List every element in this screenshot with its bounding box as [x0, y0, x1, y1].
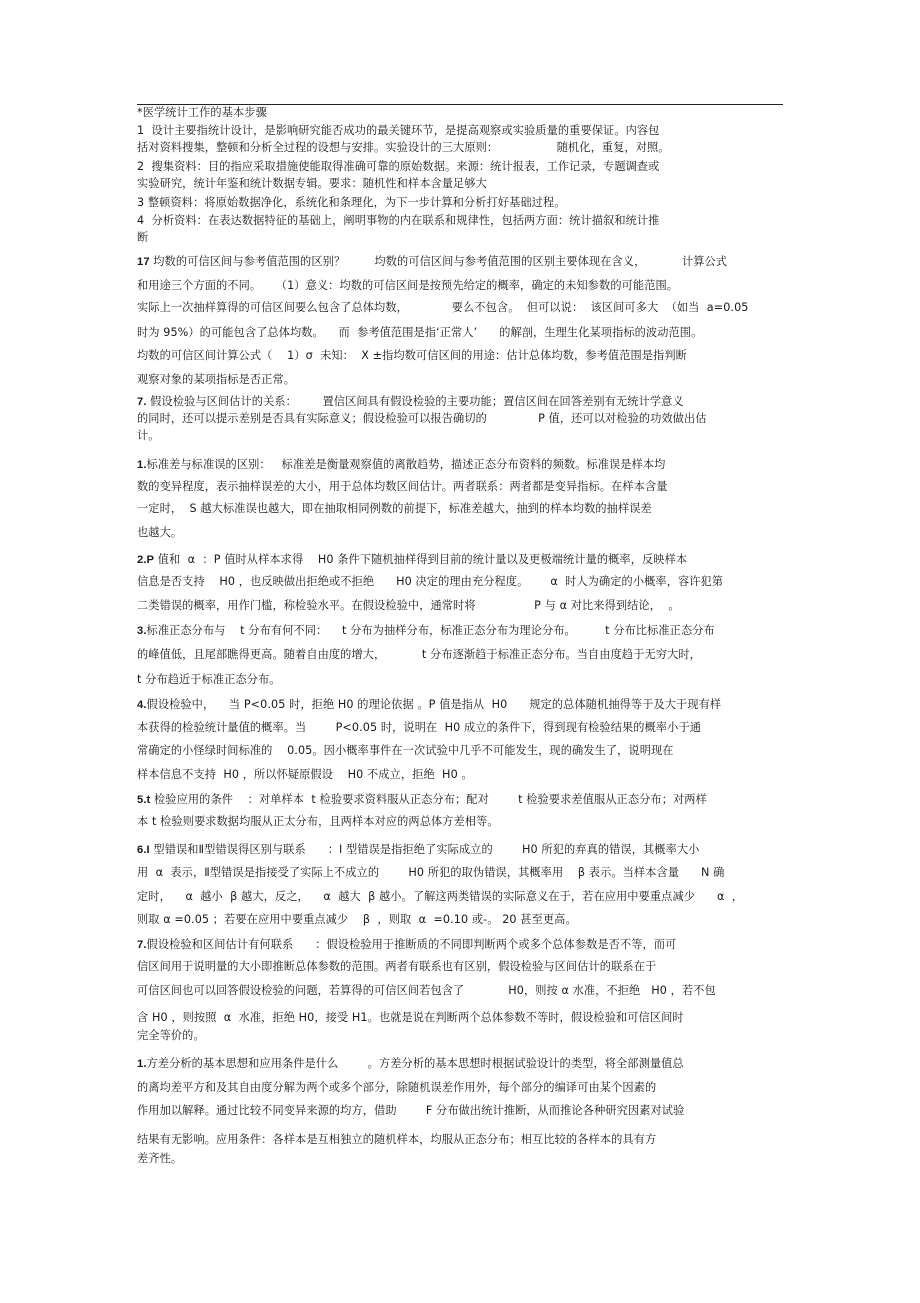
line-text: 标准差与标准误的区别： 标准差是衡量观察值的离散趋势，描述正态分布资料的频数。标准误是样本均 — [146, 458, 666, 471]
line-text: 样本信息不支持 H0 ，所以怀疑原假设 H0 不成立，拒绝 H0 。 — [137, 768, 473, 781]
text-line — [137, 815, 499, 829]
text-line — [137, 890, 743, 904]
text-line — [137, 1104, 684, 1118]
line-text: 标准正态分布与 t 分布有何不同： t 分布为抽样分布，标准正态分布为理论分布。 t 分布比标准正态分布 — [146, 624, 715, 637]
text-line — [137, 141, 670, 155]
line-text: 型错误和Ⅱ型错误得区别与联系 ：I 型错误是指拒绝了实际成立的 H0 所犯的弃真的错误，其概率大小 — [149, 843, 700, 856]
text-line — [137, 553, 687, 567]
line-text: 方差分析的基本思想和应用条件是什么 。方差分析的基本思想时根据试验设计的类型，将全部测量值总 — [146, 1057, 684, 1070]
text-line — [137, 960, 656, 974]
section-number: 1. — [137, 1058, 147, 1070]
section-number: 7. — [137, 396, 147, 408]
line-text: 本获得的检验统计量值的概率。当 P<0.05 时，说明在 H0 成立的条件下，得到现有检验结果的概率小于通 — [137, 721, 702, 734]
section-number: 7. — [137, 939, 147, 951]
text-line — [137, 429, 160, 443]
line-text: 时为 95%）的可能包含了总体均数。 而 参考值范围是指‘正常人’ 的解剖，生理生化某项指标的波动范围。 — [137, 326, 703, 339]
text-line — [137, 279, 678, 293]
line-text: 数的变异程度，表示抽样误差的大小，用于总体均数区间估计。两者联系：两者都是变异指标。在样本含量 — [137, 480, 668, 493]
line-text: 定时， α 越小 β 越大，反之， α 越大 β 越小。了解这两类错误的实际意义在于，若在应用中要重点减少 α ， — [137, 890, 744, 903]
line-text: 值和 α ：P 值时从样本求得 H0 条件下随机抽样得到目前的统计量以及更极端统计量的概率，反映样本 — [154, 553, 688, 566]
line-text: 计。 — [137, 429, 160, 442]
line-text: 3 整顿资料：将原始数据净化，系统化和条理化，为下一步计算和分析打好基础过程。 — [137, 196, 566, 209]
line-text: 也越大。 — [137, 526, 183, 539]
line-text: 结果有无影响。应用条件：各样本是互相独立的随机样本，均服从正态分布；相互比较的各样本的具有方 — [137, 1133, 657, 1146]
line-text: t 分布趋近于标准正态分布。 — [137, 673, 281, 686]
text-line — [137, 480, 668, 494]
text-line — [137, 843, 699, 857]
text-line — [137, 575, 723, 589]
text-line — [137, 395, 684, 409]
text-line — [137, 744, 674, 758]
line-text: 二类错误的概率，用作门槛，称检验水平。在假设检验中，通常时将 P 与 α 对比来得到结论， 。 — [137, 599, 680, 612]
text-line — [137, 793, 707, 807]
line-text: 可信区间也可以回答假设检验的问题，若算得的可信区间若包含了 H0，则按 α 水准，不拒绝 H0 ，若不包 — [137, 984, 716, 997]
text-line — [137, 196, 566, 210]
text-line — [137, 866, 724, 880]
document-title — [137, 106, 267, 120]
line-text: 假设检验中， 当 P<0.05 时，拒绝 H0 的理论依据 。P 值是指从 H0 规定的总体随机抽得等于及大于现有样 — [146, 698, 722, 711]
line-text: 的离均差平方和及其自由度分解为两个或多个部分，除随机误差作用外，每个部分的编译可由某个因素的 — [137, 1081, 657, 1094]
line-text: 检验应用的条件 ：对单样本 t 检验要求资料服从正态分布；配对 t 检验要求差值服从正态分布；对两样 — [150, 793, 707, 806]
line-text: 一定时， S 越大标准误也越大，即在抽取相同例数的前提下，标准差越大，抽到的样本均数的抽样误差 — [137, 502, 652, 515]
text-line — [137, 1011, 684, 1025]
text-line — [137, 984, 716, 998]
line-text: 括对资料搜集，整顿和分析全过程的设想与安排。实验设计的三大原则： 随机化，重复，对照。 — [137, 141, 670, 154]
line-text: 用 α 表示，Ⅱ型错误是指接受了实际上不成立的 H0 所犯的取伪错误，其概率用 β 表示。当样本含量 N 确 — [137, 866, 725, 879]
line-text: 实验研究，统计年鉴和统计数据专辑。要求：随机性和样本含量足够大 — [137, 177, 487, 190]
text-line — [137, 349, 687, 363]
text-line — [137, 412, 707, 426]
text-line — [137, 214, 659, 228]
line-text: 2 搜集资料：目的指应采取措施使能取得准确可靠的原始数据。来源：统计报表，工作记录，专题调查或 — [137, 160, 660, 173]
line-text: 含 H0 ，则按照 α 水准，拒绝 H0，接受 H1。也就是说在判断两个总体参数不等时，假设检验和可信区间时 — [137, 1011, 684, 1024]
section-number: 2.P — [137, 554, 155, 566]
line-text: 假设检验和区间估计有何联系 ：假设检验用于推断质的不同即判断两个或多个总体参数是否不等，而可 — [146, 938, 677, 951]
text-line — [137, 768, 473, 782]
text-line — [137, 124, 659, 138]
line-text: 的同时，还可以提示差别是否具有实际意义；假设检验可以报告确切的 P 值，还可以对检验的功效做出估 — [137, 412, 707, 425]
line-text: 本 t 检验则要求数据均服从正太分布，且两样本对应的两总体方差相等。 — [137, 815, 499, 828]
line-text: 的峰值低，且尾部瞧得更高。随着自由度的增大， t 分布逐渐趋于标准正态分布。当自由度趋于无穷大时， — [137, 648, 701, 661]
text-line — [137, 913, 577, 927]
text-line — [137, 177, 487, 191]
line-text: 均数的可信区间计算公式（ 1）σ 未知： X ±指均数可信区间的用途：估计总体均数，参考值范围是指判断 — [137, 349, 687, 362]
line-text: 常确定的小怪绿时间标准的 0.05。因小概率事件在一次试验中几乎不可能发生，现的确发生了，说明现在 — [137, 744, 674, 757]
line-text: 断 — [137, 231, 149, 244]
line-text: 则取 α =0.05 ；若要在应用中要重点减少 β ，则取 α =0.10 或-。 20 甚至更高。 — [137, 913, 577, 926]
line-text: 1 设计主要指统计设计，是影响研究能否成功的最关键环节，是提高观察或实验质量的重要保证。内容包 — [137, 124, 660, 137]
text-line — [137, 255, 727, 269]
text-line — [137, 301, 749, 315]
text-line — [137, 502, 652, 516]
line-text: 假设检验与区间估计的关系： 置信区间具有假设检验的主要功能；置信区间在回答差别有无统计学意义 — [146, 395, 684, 408]
text-line — [137, 526, 182, 540]
section-number: 1. — [137, 459, 147, 471]
text-line — [137, 458, 665, 472]
text-line — [137, 1133, 656, 1147]
section-number: 3. — [137, 625, 147, 637]
text-line — [137, 673, 281, 687]
section-number: 4. — [137, 699, 147, 711]
line-text: 观察对象的某项指标是否正常。 — [137, 373, 296, 386]
text-line — [137, 373, 295, 387]
text-line — [137, 1029, 205, 1043]
text-line — [137, 1152, 182, 1166]
line-text: *医学统计工作的基本步骤 — [137, 106, 267, 119]
line-text: 实际上一次抽样算得的可信区间要么包含了总体均数， 要么不包含。 但可以说： 该区间可多大 （如当 a=0.05 — [137, 301, 749, 314]
header-rule — [137, 104, 783, 105]
text-line — [137, 231, 148, 245]
text-line — [137, 721, 701, 735]
line-text: 均数的可信区间与参考值范围的区别？ 均数的可信区间与参考值范围的区别主要体现在含义， 计算公式 — [149, 255, 728, 268]
text-line — [137, 698, 721, 712]
section-number: 6.I — [137, 844, 150, 856]
text-line — [137, 1081, 656, 1095]
text-line — [137, 326, 702, 340]
line-text: 差齐性。 — [137, 1152, 183, 1165]
section-number: 5.t — [137, 794, 151, 806]
text-line — [137, 938, 676, 952]
text-line — [137, 648, 701, 662]
line-text: 信区间用于说明量的大小即推断总体参数的范围。两者有联系也有区别，假设检验与区间估计的联系在于 — [137, 960, 657, 973]
text-line — [137, 1057, 684, 1071]
text-line — [137, 624, 715, 638]
text-line — [137, 160, 659, 174]
section-number: 17 — [137, 256, 150, 268]
line-text: 4 分析资料：在表达数据特征的基础上，阐明事物的内在联系和规律性，包括两方面：统计描叙和统计推 — [137, 214, 660, 227]
line-text: 作用加以解释。通过比较不同变异来源的均方，借助 F 分布做出统计推断，从而推论各种研究因素对试验 — [137, 1104, 685, 1117]
line-text: 和用途三个方面的不同。 （1）意义：均数的可信区间是按预先给定的概率，确定的未知参数的可能范围。 — [137, 279, 679, 292]
line-text: 信息是否支持 H0 ，也反映做出拒绝或不拒绝 H0 决定的理由充分程度。 α 时人为确定的小概率，容许犯第 — [137, 575, 724, 588]
line-text: 完全等价的。 — [137, 1029, 205, 1042]
text-line — [137, 599, 680, 613]
